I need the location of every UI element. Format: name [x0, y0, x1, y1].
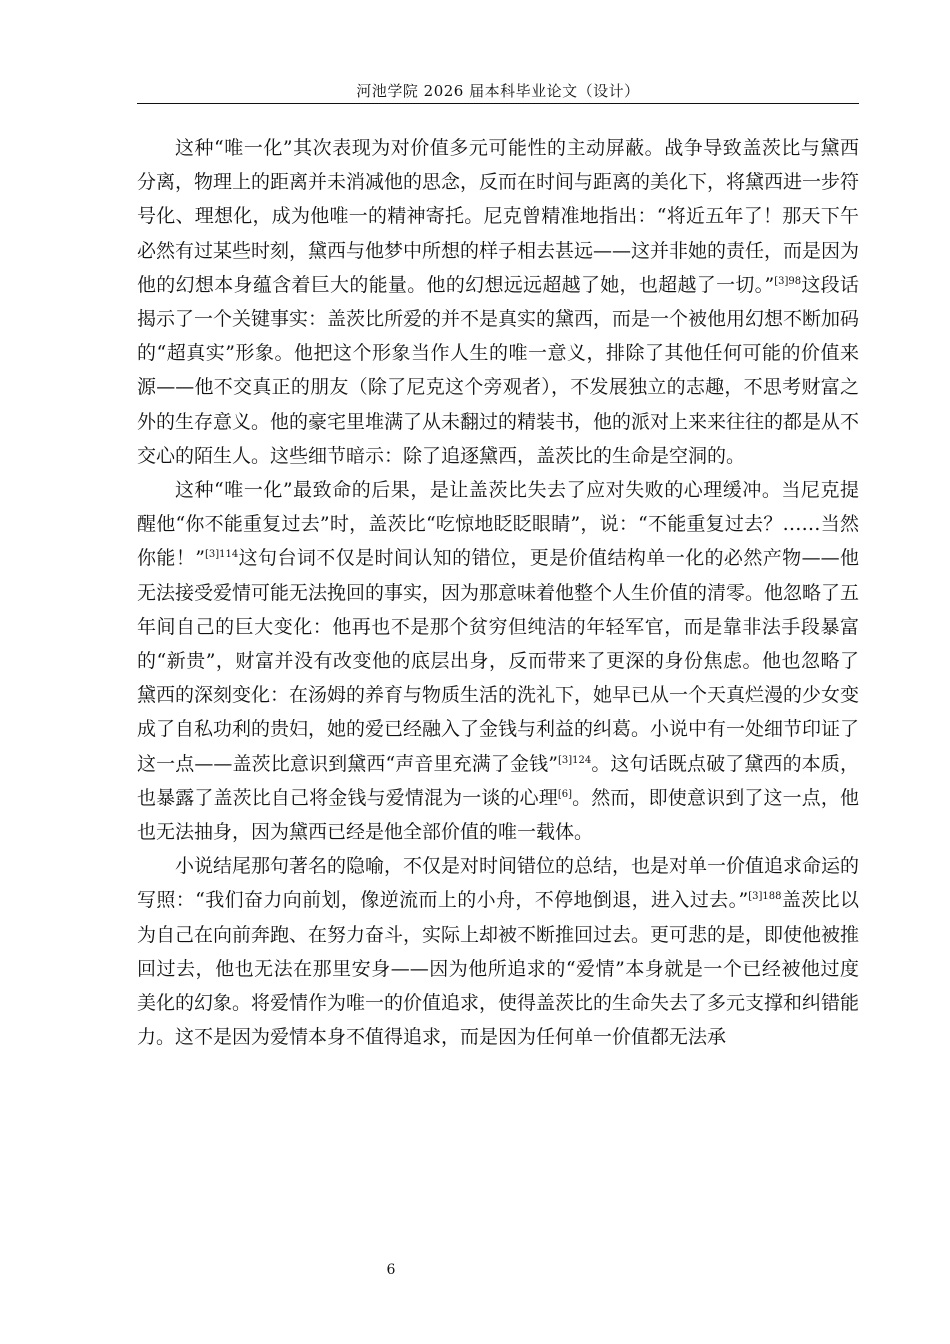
- citation-superscript: [3]98: [774, 275, 802, 287]
- paragraph: [137, 849, 859, 1054]
- header-divider: [137, 103, 859, 104]
- text-segment: 这段话揭示了一个关键事实：盖茨比所爱的并不是真实的黛西，而是一个被他用幻想不断加码的“超真实”形象。他把这个形象当作人生的唯一意义，排除了其他任何可能的价值来源——他不交真正的朋友（除了尼克这个旁观者），不发展独立的志趣，不思考财富之外的生存意义。他的豪宅里堆满了从未翻过的精装书，他的派对上来来往往的都是从不交心的陌生人。这些细节暗示：除了追逐黛西，盖茨比的生命是空洞的。: [137, 273, 860, 467]
- paragraph: [137, 473, 859, 849]
- citation-superscript: [3]124: [558, 754, 592, 766]
- citation-superscript: [3]114: [204, 549, 239, 561]
- text-segment: 这种“唯一化”最致命的后果，是让盖茨比失去了应对失败的心理缓冲。当尼克提醒他“你不能重复过去”时，盖茨比“吃惊地眨眨眼睛”，说：“不能重复过去？……当然你能！”: [137, 479, 859, 570]
- paragraph: [137, 131, 859, 473]
- text-segment: 小说结尾那句著名的隐喻，不仅是对时间错位的总结，也是对单一价值追求命运的写照：“我们奋力向前划，像逆流而上的小舟，不停地倒退，进入过去。”: [137, 855, 860, 912]
- main-body-text: [137, 131, 859, 1054]
- text-segment: 。这句话既点破了黛西的本质，也暴露了盖茨比自己将金钱与爱情混为一谈的心理: [137, 752, 859, 809]
- citation-superscript: [6]: [557, 788, 573, 800]
- text-segment: 。然而，即使意识到了这一点，他也无法抽身，因为黛西已经是他全部价值的唯一载体。: [137, 786, 859, 844]
- text-segment: 盖茨比以为自己在向前奔跑、在努力奋斗，实际上却被不断推回过去。更可悲的是，即使他被推回过去，他也无法在那里安身——因为他所追求的“爱情”本身就是一个已经被他过度美化的幻象。将爱情作为唯一的价值追求，使得盖茨比的生命失去了多元支撑和纠错能力。这不是因为爱情本身不值得追求，而是因为任何单一价值都无法承: [137, 889, 860, 1049]
- citation-superscript: [3]188: [748, 891, 782, 903]
- text-segment: 这句台词不仅是时间认知的错位，更是价值结构单一化的必然产物——他无法接受爱情可能无法挽回的事实，因为那意味着他整个人生价值的清零。他忽略了五年间自己的巨大变化：他再也不是那个贫穷但纯洁的年轻军官，而是靠非法手段暴富的“新贵”，财富并没有改变他的底层出身，反而带来了更深的身份焦虑。他也忽略了黛西的深刻变化：在汤姆的养育与物质生活的洗礼下，她早已从一个天真烂漫的少女变成了自私功利的贵妇，她的爱已经融入了金钱与利益的纠葛。小说中有一处细节印证了这一点——盖茨比意识到黛西“声音里充满了金钱”: [137, 547, 860, 775]
- page-header: 河池学院 2026 届本科毕业论文（设计）: [356, 82, 640, 100]
- page-number: 6: [386, 1262, 396, 1278]
- text-segment: 这种“唯一化”其次表现为对价值多元可能性的主动屏蔽。战争导致盖茨比与黛西分离，物理上的距离并未消减他的思念，反而在时间与距离的美化下，将黛西进一步符号化、理想化，成为他唯一的精神寄托。尼克曾精准地指出：“将近五年了！那天下午必然有过某些时刻，黛西与他梦中所想的样子相去甚远——这并非她的责任，而是因为他的幻想本身蕴含着巨大的能量。他的幻想远远超越了她，也超越了一切。”: [137, 137, 860, 296]
